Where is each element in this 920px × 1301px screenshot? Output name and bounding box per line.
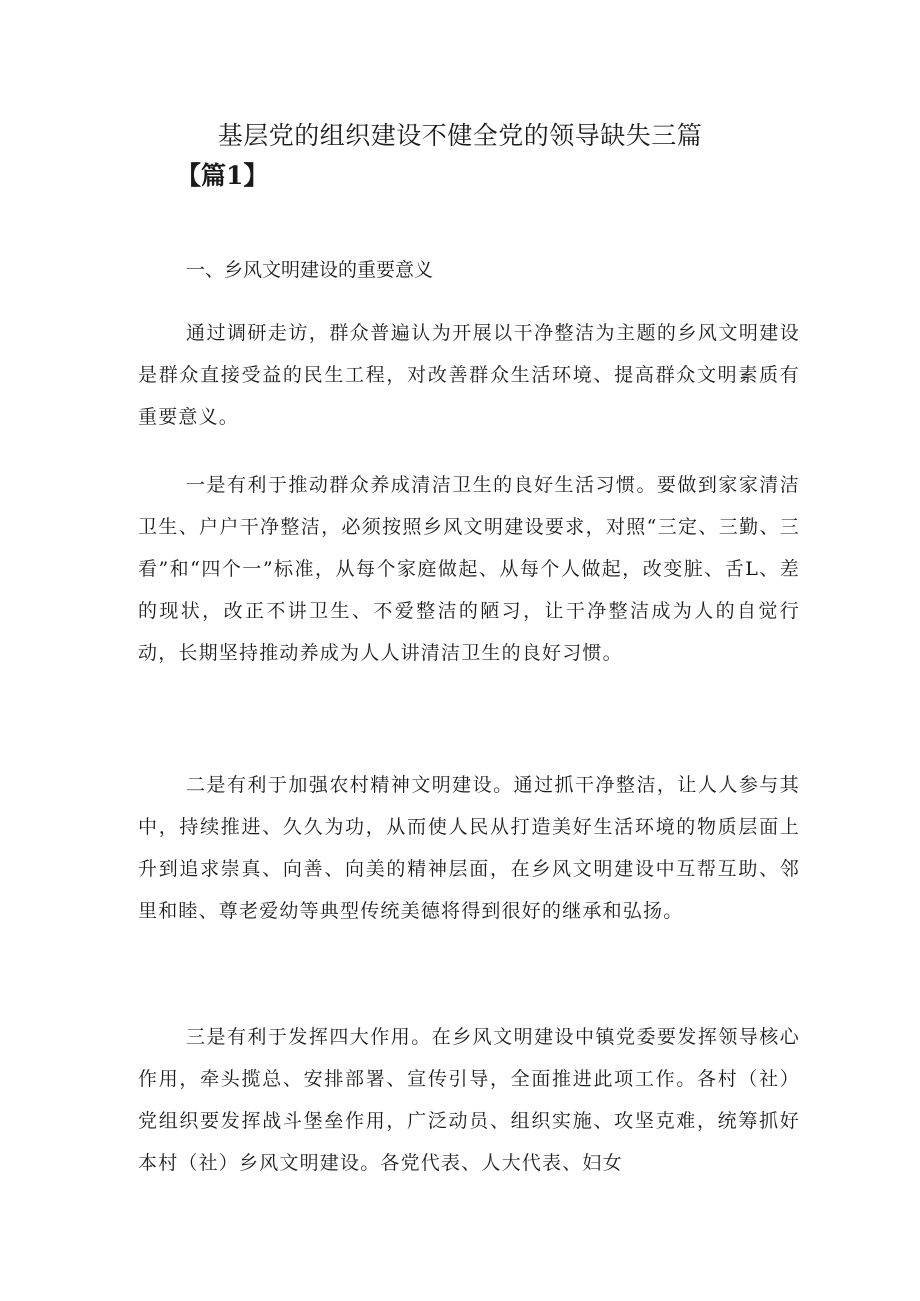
section-label: 【篇1】 — [176, 161, 269, 190]
paragraph-intro: 通过调研走访，群众普遍认为开展以干净整洁为主题的乡风文明建设是群众直接受益的民生工程，对改善群众生活环境、提高群众文明素质有重要意义。 — [138, 322, 800, 428]
section-heading: 一、乡风文明建设的重要意义 — [186, 259, 434, 281]
document-title: 基层党的组织建设不健全党的领导缺失三篇 — [217, 121, 703, 150]
paragraph-point-two: 二是有利于加强农村精神文明建设。通过抓干净整洁，让人人参与其中，持续推进、久久为功，从而使人民从打造美好生活环境的物质层面上升到追求崇真、向善、向美的精神层面，在乡风文明建设中互帮互助、邻里和睦、尊老爱幼等典型传统美德将得到很好的继承和弘扬。 — [138, 774, 800, 922]
paragraph-point-three: 三是有利于发挥四大作用。在乡风文明建设中镇党委要发挥领导核心作用，牵头揽总、安排部署、宣传引导，全面推进此项工作。各村（社）党组织要发挥战斗堡垒作用，广泛动员、组织实施、攻坚克难，统筹抓好本村（社）乡风文明建设。各党代表、人大代表、妇女 — [138, 1026, 800, 1174]
paragraph-point-one: 一是有利于推动群众养成清洁卫生的良好生活习惯。要做到家家清洁卫生、户户干净整洁，必须按照乡风文明建设要求，对照“三定、三勤、三看”和“四个一”标准，从每个家庭做起、从每个人做起，改变脏、舌L、差的现状，改正不讲卫生、不爱整洁的陋习，让干净整洁成为人的自觉行动，长期坚持推动养成为人人讲清洁卫生的良好习惯。 — [138, 474, 800, 664]
